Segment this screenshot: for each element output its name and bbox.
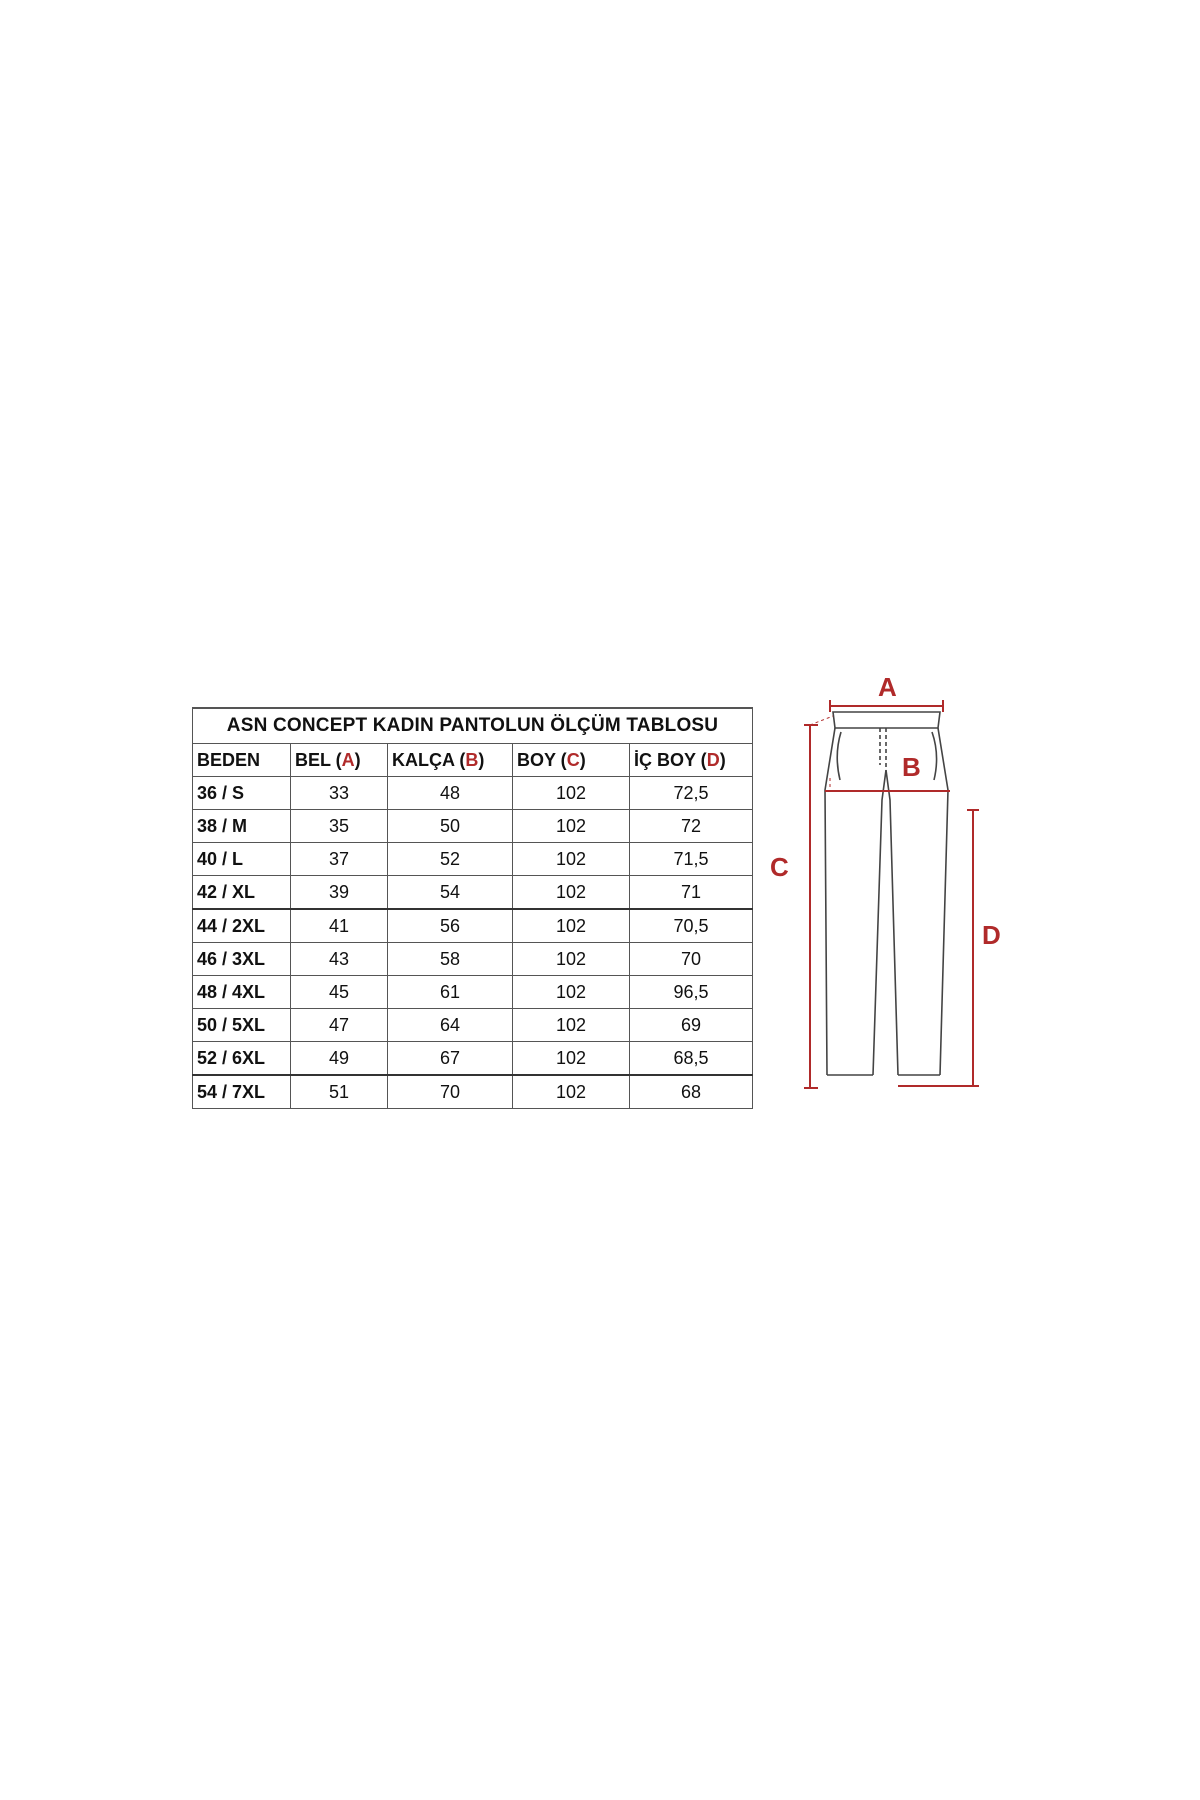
table-row [193, 876, 753, 910]
boy-cell: 102 [513, 1075, 630, 1109]
boy-cell: 102 [513, 1009, 630, 1042]
ic-boy-cell: 72 [630, 810, 753, 843]
kalca-cell: 64 [388, 1009, 513, 1042]
table-row [193, 1042, 753, 1076]
label-b: B [902, 752, 921, 782]
kalca-cell: 58 [388, 943, 513, 976]
bel-cell: 37 [291, 843, 388, 876]
table-row [193, 909, 753, 943]
left-inner-seam [873, 770, 886, 1075]
size-cell: 52 / 6XL [193, 1042, 291, 1076]
table-row [193, 810, 753, 843]
table-title: ASN CONCEPT KADIN PANTOLUN ÖLÇÜM TABLOSU [193, 708, 753, 744]
bel-cell: 41 [291, 909, 388, 943]
size-cell: 36 / S [193, 777, 291, 810]
dashed-guides [810, 716, 833, 792]
guide-c-top [810, 716, 833, 725]
bel-cell: 45 [291, 976, 388, 1009]
ic-boy-cell: 69 [630, 1009, 753, 1042]
boy-cell: 102 [513, 777, 630, 810]
boy-cell: 102 [513, 943, 630, 976]
label-a: A [878, 672, 897, 702]
kalca-cell: 48 [388, 777, 513, 810]
header-ic-boy: İÇ BOY (D) [630, 744, 753, 777]
kalca-cell: 50 [388, 810, 513, 843]
label-d: D [982, 920, 1001, 950]
size-cell: 50 / 5XL [193, 1009, 291, 1042]
boy-cell: 102 [513, 1042, 630, 1076]
bel-cell: 47 [291, 1009, 388, 1042]
table-row [193, 777, 753, 810]
header-boy: BOY (C) [513, 744, 630, 777]
table-header-row [193, 744, 753, 777]
size-cell: 46 / 3XL [193, 943, 291, 976]
bel-cell: 39 [291, 876, 388, 910]
ic-boy-cell: 72,5 [630, 777, 753, 810]
bel-cell: 49 [291, 1042, 388, 1076]
kalca-cell: 54 [388, 876, 513, 910]
boy-cell: 102 [513, 810, 630, 843]
header-bel: BEL (A) [291, 744, 388, 777]
label-c: C [770, 852, 789, 882]
bel-cell: 51 [291, 1075, 388, 1109]
size-cell: 44 / 2XL [193, 909, 291, 943]
table-row [193, 843, 753, 876]
header-kalca: KALÇA (B) [388, 744, 513, 777]
bel-cell: 43 [291, 943, 388, 976]
boy-cell: 102 [513, 976, 630, 1009]
boy-cell: 102 [513, 909, 630, 943]
ic-boy-cell: 71,5 [630, 843, 753, 876]
ic-boy-cell: 70,5 [630, 909, 753, 943]
kalca-cell: 52 [388, 843, 513, 876]
left-pocket [837, 732, 841, 780]
table-row [193, 943, 753, 976]
kalca-cell: 61 [388, 976, 513, 1009]
kalca-cell: 56 [388, 909, 513, 943]
table-title-row [193, 708, 753, 744]
right-pocket [932, 732, 937, 780]
size-cell: 40 / L [193, 843, 291, 876]
right-inner-seam [886, 770, 898, 1075]
kalca-cell: 70 [388, 1075, 513, 1109]
table-row [193, 1009, 753, 1042]
boy-cell: 102 [513, 843, 630, 876]
header-beden: BEDEN [193, 744, 291, 777]
size-cell: 48 / 4XL [193, 976, 291, 1009]
bel-cell: 35 [291, 810, 388, 843]
ic-boy-cell: 70 [630, 943, 753, 976]
table-row [193, 1075, 753, 1109]
waistband-shape [833, 712, 940, 728]
size-cell: 42 / XL [193, 876, 291, 910]
ic-boy-cell: 68 [630, 1075, 753, 1109]
ic-boy-cell: 96,5 [630, 976, 753, 1009]
bel-cell: 33 [291, 777, 388, 810]
ic-boy-cell: 68,5 [630, 1042, 753, 1076]
size-cell: 54 / 7XL [193, 1075, 291, 1109]
kalca-cell: 67 [388, 1042, 513, 1076]
right-outer-seam [938, 728, 948, 1075]
size-cell: 38 / M [193, 810, 291, 843]
table-row [193, 976, 753, 1009]
pants-measurement-diagram [770, 670, 1030, 1110]
pants-outline [825, 712, 948, 1075]
boy-cell: 102 [513, 876, 630, 910]
size-chart-table [192, 707, 753, 1109]
ic-boy-cell: 71 [630, 876, 753, 910]
